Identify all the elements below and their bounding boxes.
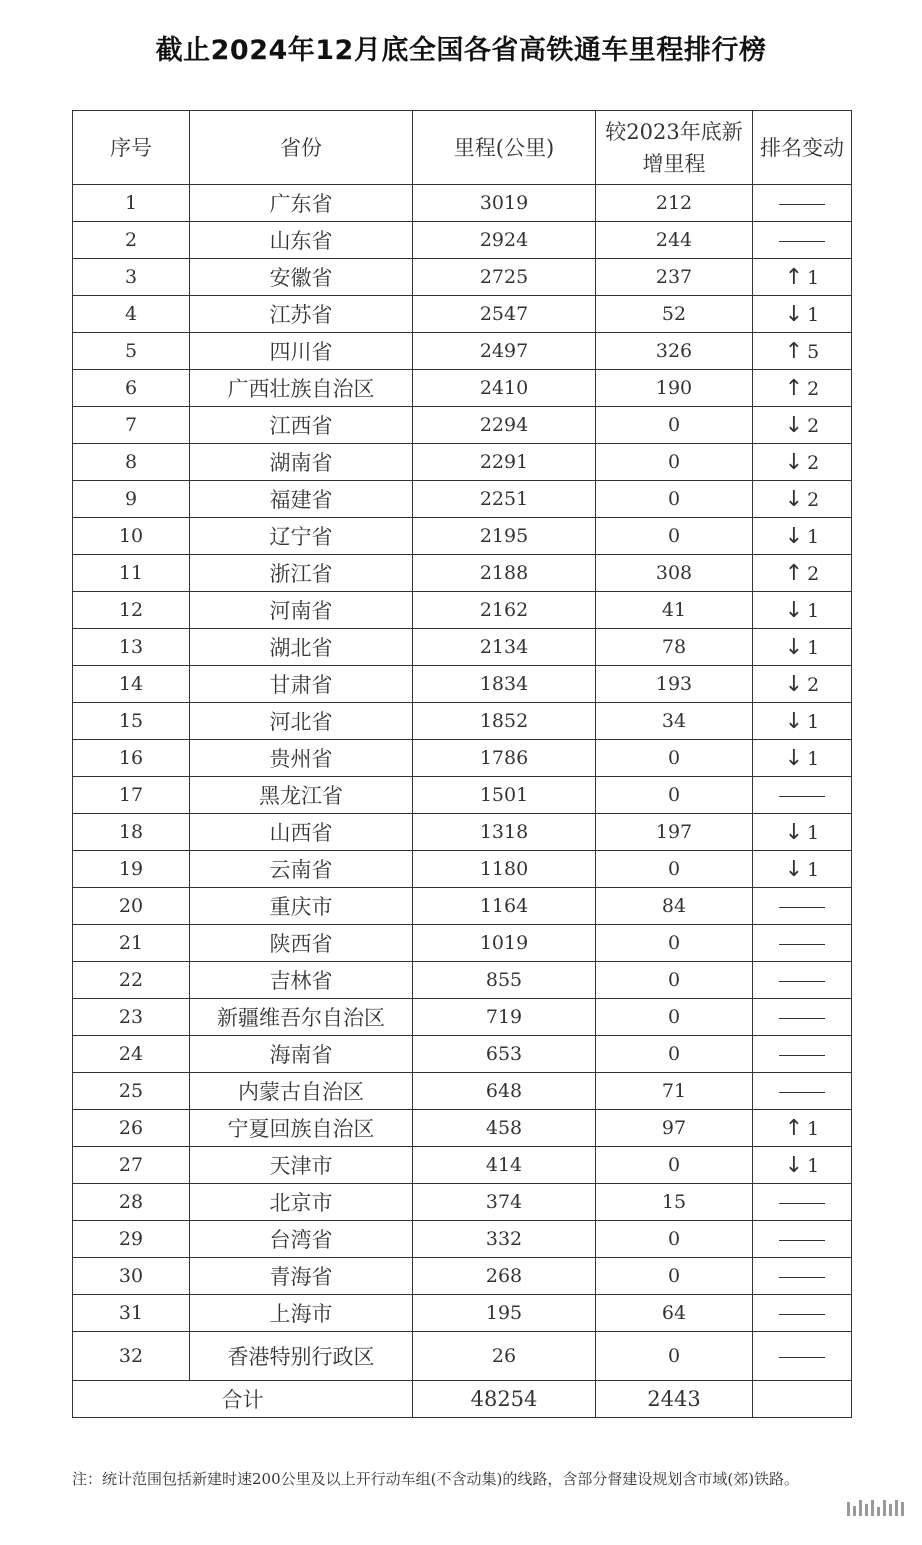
table-row <box>73 888 852 925</box>
no-change-dash-icon <box>779 944 825 945</box>
row-rank-change <box>753 925 852 962</box>
rank-change-value: 2 <box>807 673 820 696</box>
rank-change-value: 2 <box>807 451 820 474</box>
row-added: 0 <box>596 481 753 518</box>
row-added: 52 <box>596 296 753 333</box>
row-added: 197 <box>596 814 753 851</box>
table-row <box>73 555 852 592</box>
arrow-up-icon: ↑ <box>784 560 804 586</box>
table-row <box>73 629 852 666</box>
row-mileage: 1180 <box>413 851 596 888</box>
row-rank-change <box>753 814 852 851</box>
total-mileage: 48254 <box>413 1381 596 1418</box>
row-rank-change <box>753 1184 852 1221</box>
total-label: 合计 <box>73 1381 413 1418</box>
arrow-down-icon: ↓ <box>784 412 804 438</box>
row-mileage: 1786 <box>413 740 596 777</box>
row-no: 1 <box>73 185 190 222</box>
table-row <box>73 666 852 703</box>
arrow-down-icon: ↓ <box>784 634 804 660</box>
row-province: 吉林省 <box>190 962 413 999</box>
row-no: 31 <box>73 1295 190 1332</box>
header-added <box>596 111 753 185</box>
table-row <box>73 1332 852 1381</box>
row-mileage: 195 <box>413 1295 596 1332</box>
row-rank-change <box>753 1258 852 1295</box>
row-no: 2 <box>73 222 190 259</box>
row-added: 15 <box>596 1184 753 1221</box>
row-no: 20 <box>73 888 190 925</box>
table-row <box>73 444 852 481</box>
row-province: 香港特别行政区 <box>190 1332 413 1381</box>
table-row <box>73 185 852 222</box>
row-province: 广西壮族自治区 <box>190 370 413 407</box>
row-no: 10 <box>73 518 190 555</box>
arrow-up-icon: ↑ <box>784 338 804 364</box>
row-province: 贵州省 <box>190 740 413 777</box>
row-mileage: 2162 <box>413 592 596 629</box>
row-added: 84 <box>596 888 753 925</box>
no-change-dash-icon <box>779 981 825 982</box>
row-province: 山东省 <box>190 222 413 259</box>
row-no: 19 <box>73 851 190 888</box>
row-province: 青海省 <box>190 1258 413 1295</box>
arrow-down-icon: ↓ <box>784 708 804 734</box>
row-rank-change <box>753 1073 852 1110</box>
rank-change-value: 1 <box>807 1117 820 1140</box>
row-no: 8 <box>73 444 190 481</box>
row-added: 0 <box>596 740 753 777</box>
table-row <box>73 777 852 814</box>
row-province: 新疆维吾尔自治区 <box>190 999 413 1036</box>
row-province: 河南省 <box>190 592 413 629</box>
row-rank-change <box>753 481 852 518</box>
row-no: 9 <box>73 481 190 518</box>
table-header-row <box>73 111 852 185</box>
no-change-dash-icon <box>779 796 825 797</box>
arrow-up-icon: ↑ <box>784 375 804 401</box>
no-change-dash-icon <box>779 1277 825 1278</box>
row-rank-change <box>753 703 852 740</box>
row-no: 27 <box>73 1147 190 1184</box>
row-no: 18 <box>73 814 190 851</box>
row-rank-change <box>753 222 852 259</box>
row-rank-change <box>753 555 852 592</box>
row-mileage: 2291 <box>413 444 596 481</box>
table-row <box>73 1073 852 1110</box>
row-rank-change <box>753 1295 852 1332</box>
table-row <box>73 222 852 259</box>
row-rank-change <box>753 1147 852 1184</box>
header-province: 省份 <box>190 111 413 185</box>
row-mileage: 2410 <box>413 370 596 407</box>
table-row <box>73 1184 852 1221</box>
rank-change-value: 2 <box>807 488 820 511</box>
row-rank-change <box>753 296 852 333</box>
row-rank-change <box>753 1332 852 1381</box>
table-row <box>73 999 852 1036</box>
arrow-down-icon: ↓ <box>784 523 804 549</box>
row-mileage: 855 <box>413 962 596 999</box>
rank-change-value: 2 <box>807 562 820 585</box>
total-change <box>753 1381 852 1418</box>
row-province: 云南省 <box>190 851 413 888</box>
row-rank-change <box>753 999 852 1036</box>
total-row <box>73 1381 852 1418</box>
row-rank-change <box>753 1036 852 1073</box>
row-rank-change <box>753 851 852 888</box>
rank-change-value: 1 <box>807 1154 820 1177</box>
row-province: 浙江省 <box>190 555 413 592</box>
row-province: 广东省 <box>190 185 413 222</box>
row-province: 内蒙古自治区 <box>190 1073 413 1110</box>
no-change-dash-icon <box>779 1357 825 1358</box>
table-row <box>73 851 852 888</box>
row-mileage: 3019 <box>413 185 596 222</box>
row-rank-change <box>753 407 852 444</box>
arrow-down-icon: ↓ <box>784 449 804 475</box>
row-added: 0 <box>596 444 753 481</box>
row-rank-change <box>753 518 852 555</box>
row-added: 212 <box>596 185 753 222</box>
row-mileage: 268 <box>413 1258 596 1295</box>
header-added-line2: 增里程 <box>642 151 706 176</box>
row-no: 29 <box>73 1221 190 1258</box>
row-no: 32 <box>73 1332 190 1381</box>
row-province: 湖南省 <box>190 444 413 481</box>
row-added: 237 <box>596 259 753 296</box>
rank-change-value: 2 <box>807 414 820 437</box>
arrow-down-icon: ↓ <box>784 819 804 845</box>
table-row <box>73 1295 852 1332</box>
row-added: 64 <box>596 1295 753 1332</box>
rank-change-value: 1 <box>807 636 820 659</box>
row-province: 陕西省 <box>190 925 413 962</box>
row-rank-change <box>753 592 852 629</box>
row-no: 6 <box>73 370 190 407</box>
rank-change-value: 2 <box>807 377 820 400</box>
row-added: 0 <box>596 777 753 814</box>
page-title: 截止2024年12月底全国各省高铁通车里程排行榜 <box>155 35 767 66</box>
table-row <box>73 814 852 851</box>
row-province: 黑龙江省 <box>190 777 413 814</box>
no-change-dash-icon <box>779 1055 825 1056</box>
arrow-down-icon: ↓ <box>784 486 804 512</box>
table-row <box>73 296 852 333</box>
no-change-dash-icon <box>779 1092 825 1093</box>
header-added-line1: 较2023年底新 <box>605 119 743 144</box>
no-change-dash-icon <box>779 241 825 242</box>
table-row <box>73 962 852 999</box>
row-mileage: 719 <box>413 999 596 1036</box>
arrow-down-icon: ↓ <box>784 745 804 771</box>
rank-change-value: 1 <box>807 747 820 770</box>
arrow-down-icon: ↓ <box>784 1152 804 1178</box>
row-province: 安徽省 <box>190 259 413 296</box>
table-row <box>73 1221 852 1258</box>
row-province: 辽宁省 <box>190 518 413 555</box>
row-province: 海南省 <box>190 1036 413 1073</box>
rank-change-value: 1 <box>807 821 820 844</box>
row-mileage: 414 <box>413 1147 596 1184</box>
table-row <box>73 407 852 444</box>
row-no: 13 <box>73 629 190 666</box>
row-mileage: 2251 <box>413 481 596 518</box>
row-province: 江西省 <box>190 407 413 444</box>
no-change-dash-icon <box>779 907 825 908</box>
row-added: 0 <box>596 1258 753 1295</box>
row-added: 193 <box>596 666 753 703</box>
row-mileage: 332 <box>413 1221 596 1258</box>
row-mileage: 458 <box>413 1110 596 1147</box>
row-no: 3 <box>73 259 190 296</box>
table-row <box>73 1258 852 1295</box>
row-rank-change <box>753 962 852 999</box>
row-added: 244 <box>596 222 753 259</box>
row-mileage: 2725 <box>413 259 596 296</box>
row-mileage: 1852 <box>413 703 596 740</box>
no-change-dash-icon <box>779 1314 825 1315</box>
table-row <box>73 518 852 555</box>
row-rank-change <box>753 444 852 481</box>
row-added: 308 <box>596 555 753 592</box>
row-added: 0 <box>596 1147 753 1184</box>
arrow-down-icon: ↓ <box>784 856 804 882</box>
mileage-ranking-table <box>72 110 852 1418</box>
table-row <box>73 370 852 407</box>
row-province: 天津市 <box>190 1147 413 1184</box>
row-added: 0 <box>596 518 753 555</box>
row-province: 重庆市 <box>190 888 413 925</box>
row-added: 71 <box>596 1073 753 1110</box>
row-added: 34 <box>596 703 753 740</box>
row-province: 山西省 <box>190 814 413 851</box>
arrow-down-icon: ↓ <box>784 671 804 697</box>
row-no: 28 <box>73 1184 190 1221</box>
no-change-dash-icon <box>779 1240 825 1241</box>
arrow-up-icon: ↑ <box>784 264 804 290</box>
row-no: 30 <box>73 1258 190 1295</box>
row-mileage: 1834 <box>413 666 596 703</box>
table-row <box>73 740 852 777</box>
row-added: 0 <box>596 1221 753 1258</box>
row-added: 97 <box>596 1110 753 1147</box>
no-change-dash-icon <box>779 204 825 205</box>
row-no: 7 <box>73 407 190 444</box>
row-rank-change <box>753 1110 852 1147</box>
footnote: 注：统计范围包括新建时速200公里及以上开行动车组(不含动集)的线路，含部分督建设规划含市域(郊)铁路。 <box>72 1470 800 1488</box>
row-mileage: 2497 <box>413 333 596 370</box>
rank-change-value: 1 <box>807 303 820 326</box>
row-no: 14 <box>73 666 190 703</box>
row-added: 0 <box>596 962 753 999</box>
row-added: 326 <box>596 333 753 370</box>
rank-change-value: 1 <box>807 858 820 881</box>
row-no: 22 <box>73 962 190 999</box>
row-province: 甘肃省 <box>190 666 413 703</box>
rank-change-value: 1 <box>807 599 820 622</box>
row-mileage: 2188 <box>413 555 596 592</box>
table-row <box>73 481 852 518</box>
row-added: 0 <box>596 925 753 962</box>
row-added: 78 <box>596 629 753 666</box>
row-added: 0 <box>596 1036 753 1073</box>
arrow-up-icon: ↑ <box>784 1115 804 1141</box>
row-mileage: 2134 <box>413 629 596 666</box>
row-no: 15 <box>73 703 190 740</box>
row-added: 0 <box>596 851 753 888</box>
row-added: 0 <box>596 999 753 1036</box>
table-row <box>73 1147 852 1184</box>
table-row <box>73 925 852 962</box>
row-rank-change <box>753 740 852 777</box>
row-province: 北京市 <box>190 1184 413 1221</box>
row-mileage: 1318 <box>413 814 596 851</box>
row-mileage: 26 <box>413 1332 596 1381</box>
row-mileage: 1164 <box>413 888 596 925</box>
row-no: 5 <box>73 333 190 370</box>
rank-change-value: 5 <box>807 340 820 363</box>
row-mileage: 2924 <box>413 222 596 259</box>
row-mileage: 2294 <box>413 407 596 444</box>
rank-change-value: 1 <box>807 710 820 733</box>
row-province: 河北省 <box>190 703 413 740</box>
row-added: 41 <box>596 592 753 629</box>
row-mileage: 1019 <box>413 925 596 962</box>
row-rank-change <box>753 777 852 814</box>
table-row <box>73 1036 852 1073</box>
row-province: 宁夏回族自治区 <box>190 1110 413 1147</box>
row-rank-change <box>753 888 852 925</box>
no-change-dash-icon <box>779 1018 825 1019</box>
row-rank-change <box>753 259 852 296</box>
row-province: 江苏省 <box>190 296 413 333</box>
header-mileage: 里程(公里) <box>413 111 596 185</box>
row-no: 12 <box>73 592 190 629</box>
row-rank-change <box>753 1221 852 1258</box>
row-mileage: 1501 <box>413 777 596 814</box>
table-row <box>73 703 852 740</box>
arrow-down-icon: ↓ <box>784 301 804 327</box>
row-no: 23 <box>73 999 190 1036</box>
row-mileage: 653 <box>413 1036 596 1073</box>
row-no: 24 <box>73 1036 190 1073</box>
row-no: 26 <box>73 1110 190 1147</box>
row-mileage: 2547 <box>413 296 596 333</box>
row-rank-change <box>753 629 852 666</box>
row-province: 台湾省 <box>190 1221 413 1258</box>
row-no: 11 <box>73 555 190 592</box>
row-no: 25 <box>73 1073 190 1110</box>
arrow-down-icon: ↓ <box>784 597 804 623</box>
row-province: 湖北省 <box>190 629 413 666</box>
table-row <box>73 1110 852 1147</box>
row-province: 四川省 <box>190 333 413 370</box>
row-mileage: 374 <box>413 1184 596 1221</box>
table-row <box>73 333 852 370</box>
rank-change-value: 1 <box>807 266 820 289</box>
header-change: 排名变动 <box>753 111 852 185</box>
header-no: 序号 <box>73 111 190 185</box>
table-row <box>73 592 852 629</box>
row-rank-change <box>753 666 852 703</box>
row-mileage: 648 <box>413 1073 596 1110</box>
row-added: 0 <box>596 1332 753 1381</box>
watermark-bars-icon <box>847 1500 904 1516</box>
total-added: 2443 <box>596 1381 753 1418</box>
no-change-dash-icon <box>779 1203 825 1204</box>
table-row <box>73 259 852 296</box>
row-rank-change <box>753 333 852 370</box>
row-mileage: 2195 <box>413 518 596 555</box>
row-province: 福建省 <box>190 481 413 518</box>
row-no: 17 <box>73 777 190 814</box>
row-no: 16 <box>73 740 190 777</box>
row-rank-change <box>753 185 852 222</box>
row-added: 190 <box>596 370 753 407</box>
row-no: 21 <box>73 925 190 962</box>
row-province: 上海市 <box>190 1295 413 1332</box>
row-no: 4 <box>73 296 190 333</box>
rank-change-value: 1 <box>807 525 820 548</box>
row-rank-change <box>753 370 852 407</box>
row-added: 0 <box>596 407 753 444</box>
